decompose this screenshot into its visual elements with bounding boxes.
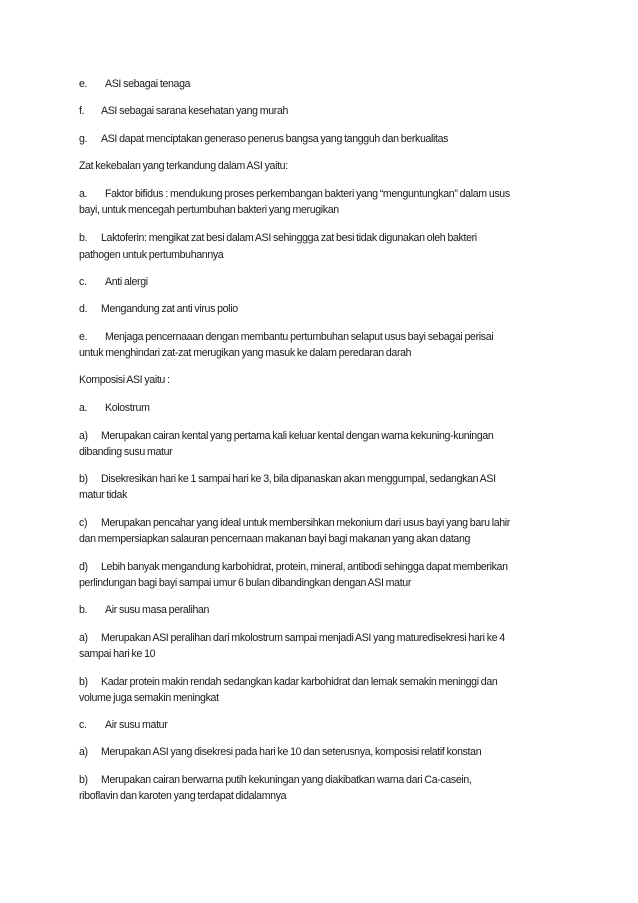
line-text: dibanding susu matur [79, 446, 173, 458]
line-text: Merupakan ASI peralihan dari mkolostrum sampai menjadi ASI yang maturedisekresi hari ke 4 [101, 632, 505, 644]
list-marker: a) [79, 632, 88, 644]
line-text: dan mempersiapkan salauran pencernaan makanan bayi bagi makanan yang akan datang [79, 533, 471, 545]
list-item [79, 275, 569, 289]
line-text: Menjaga pencernaaan dengan membantu pertumbuhan selaput usus bayi sebagai perisai [105, 331, 494, 343]
line-text: Disekresikan hari ke 1 sampai hari ke 3, bila dipanaskan akan menggumpal, sedangkan ASI [101, 473, 496, 485]
list-marker: a. [79, 402, 88, 414]
list-marker: b. [79, 604, 88, 616]
list-item [79, 603, 569, 617]
line-text: Komposisi ASI yaitu : [79, 374, 170, 386]
line-text: ASI sebagai sarana kesehatan yang murah [101, 105, 289, 117]
list-marker: e. [79, 331, 88, 343]
line-text: Kadar protein makin rendah sedangkan kadar karbohidrat dan lemak semakin meninggi dan [101, 676, 498, 688]
list-marker: g. [79, 133, 88, 145]
line-text: ASI sebagai tenaga [105, 78, 191, 90]
list-item [79, 231, 569, 245]
line-text: Mengandung zat anti virus polio [101, 303, 238, 315]
list-item-continuation [79, 576, 569, 590]
list-item [79, 429, 569, 443]
line-text: riboflavin dan karoten yang terdapat didalamnya [79, 790, 287, 802]
list-item [79, 401, 569, 415]
line-text: untuk menghindari zat-zat merugikan yang masuk ke dalam peredaran darah [79, 347, 412, 359]
list-marker: d) [79, 561, 88, 573]
list-marker: f. [79, 105, 85, 117]
list-marker: a) [79, 430, 88, 442]
list-item [79, 773, 569, 787]
list-item-continuation [79, 203, 569, 217]
line-text: matur tidak [79, 489, 128, 501]
list-marker: b) [79, 473, 88, 485]
line-text: Faktor bifidus : mendukung proses perkembangan bakteri yang “menguntungkan” dalam usus [105, 188, 510, 200]
line-text: sampai hari ke 10 [79, 648, 156, 660]
section-heading [79, 373, 569, 387]
list-item [79, 77, 569, 91]
list-item [79, 472, 569, 486]
list-marker: c. [79, 276, 87, 288]
line-text: ASI dapat menciptakan generaso penerus bangsa yang tangguh dan berkualitas [101, 133, 449, 145]
line-text: Merupakan pencahar yang ideal untuk membersihkan mekonium dari usus bayi yang baru lahir [101, 517, 510, 529]
list-marker: b) [79, 676, 88, 688]
list-marker: d. [79, 303, 88, 315]
list-item [79, 132, 569, 146]
line-text: Merupakan cairan berwarna putih kekuningan yang diakibatkan warna dari Ca-casein, [101, 774, 472, 786]
list-marker: a) [79, 746, 88, 758]
line-text: Laktoferin: mengikat zat besi dalam ASI sehinggga zat besi tidak digunakan oleh bakteri [101, 232, 477, 244]
line-text: Anti alergi [105, 276, 148, 288]
list-item [79, 560, 569, 574]
list-item [79, 675, 569, 689]
list-item-continuation [79, 445, 569, 459]
line-text: Kolostrum [105, 402, 150, 414]
line-text: Lebih banyak mengandung karbohidrat, protein, mineral, antibodi sehingga dapat memberikan [101, 561, 508, 573]
list-item-continuation [79, 691, 569, 705]
list-marker: e. [79, 78, 88, 90]
list-item [79, 718, 569, 732]
list-marker: c) [79, 517, 88, 529]
list-item-continuation [79, 532, 569, 546]
list-marker: b) [79, 774, 88, 786]
list-item [79, 302, 569, 316]
list-marker: a. [79, 188, 88, 200]
line-text: Merupakan ASI yang disekresi pada hari ke 10 dan seterusnya, komposisi relatif konstan [101, 746, 482, 758]
line-text: bayi, untuk mencegah pertumbuhan bakteri yang merugikan [79, 204, 339, 216]
list-item-continuation [79, 647, 569, 661]
list-item [79, 330, 569, 344]
line-text: Merupakan cairan kental yang pertama kali keluar kental dengan warna kekuning-kuningan [101, 430, 494, 442]
line-text: Air susu matur [105, 719, 168, 731]
list-item-continuation [79, 346, 569, 360]
list-item [79, 187, 569, 201]
list-item-continuation [79, 488, 569, 502]
section-heading [79, 159, 569, 173]
list-marker: c. [79, 719, 87, 731]
list-item [79, 631, 569, 645]
list-item-continuation [79, 789, 569, 803]
list-item [79, 745, 569, 759]
line-text: Zat kekebalan yang terkandung dalam ASI yaitu: [79, 160, 288, 172]
list-item-continuation [79, 248, 569, 262]
line-text: perlindungan bagi bayi sampai umur 6 bulan dibandingkan dengan ASI matur [79, 577, 412, 589]
list-item [79, 104, 569, 118]
list-marker: b. [79, 232, 88, 244]
line-text: Air susu masa peralihan [105, 604, 210, 616]
line-text: pathogen untuk pertumbuhannya [79, 249, 224, 261]
list-item [79, 516, 569, 530]
line-text: volume juga semakin meningkat [79, 692, 219, 704]
